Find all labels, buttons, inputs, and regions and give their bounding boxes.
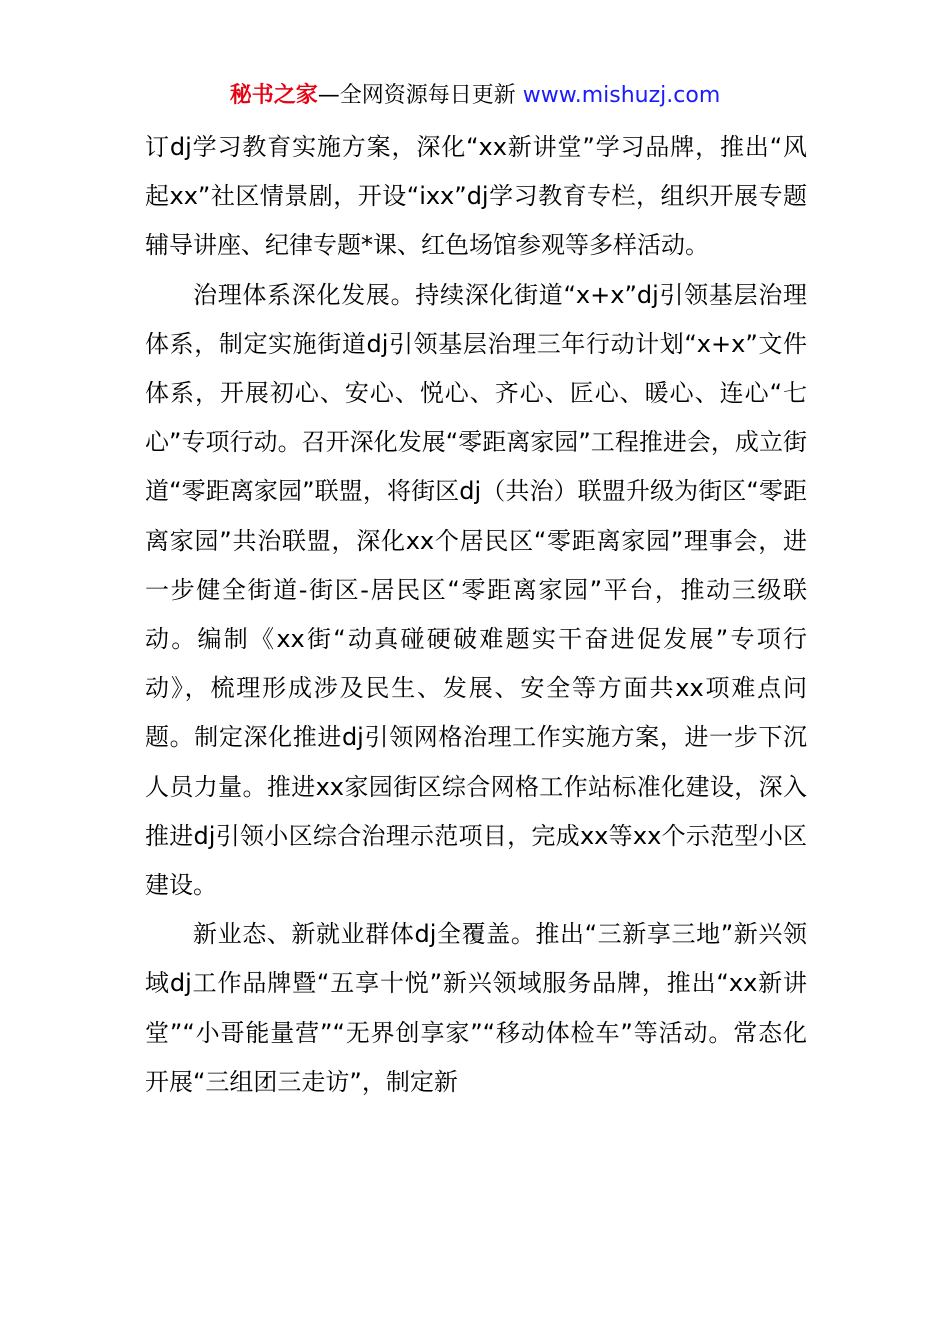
site-link[interactable]: www.mishuzj.com [522,83,721,108]
page-header [0,80,950,112]
paragraph-continuation: 订dj学习教育实施方案，深化“xx新讲堂”学习品牌，推出“风起xx”社区情景剧，开设“ixx”dj学习教育专栏，组织开展专题辅导讲座、纪律专题*课、红色场馆参观等多样活动。 [145,133,807,260]
header-tagline: —全网资源每日更新 [317,83,516,108]
paragraph-new-business: 新业态、新就业群体dj全覆盖。推出“三新享三地”新兴领域dj工作品牌暨“五享十悦”新兴领域服务品牌，推出“xx新讲堂”“小哥能量营”“无界创享家”“移动体检车”等活动。常态化开展“三组团三走访”，制定新 [145,920,807,1096]
brand-name: 秘书之家 [229,83,318,108]
document-body [145,123,807,1107]
paragraph-governance: 治理体系深化发展。持续深化街道“x+x”dj引领基层治理体系，制定实施街道dj引领基层治理三年行动计划“x+x”文件体系，开展初心、安心、悦心、齐心、匠心、暖心、连心“七心”专项行动。召开深化发展“零距离家园”工程推进会，成立街道“零距离家园”联盟，将街区dj（共治）联盟升级为街区“零距离家园”共治联盟，深化xx个居民区“零距离家园”理事会，进一步健全街道-街区-居民区“零距离家园”平台，推动三级联动。编制《xx街“动真碰硬破难题实干奋进促发展”专项行动》，梳理形成涉及民生、发展、安全等方面共xx项难点问题。制定深化推进dj引领网格治理工作实施方案，进一步下沉人员力量。推进xx家园街区综合网格工作站标准化建设，深入推进dj引领小区综合治理示范项目，完成xx等xx个示范型小区建设。 [145,280,807,900]
